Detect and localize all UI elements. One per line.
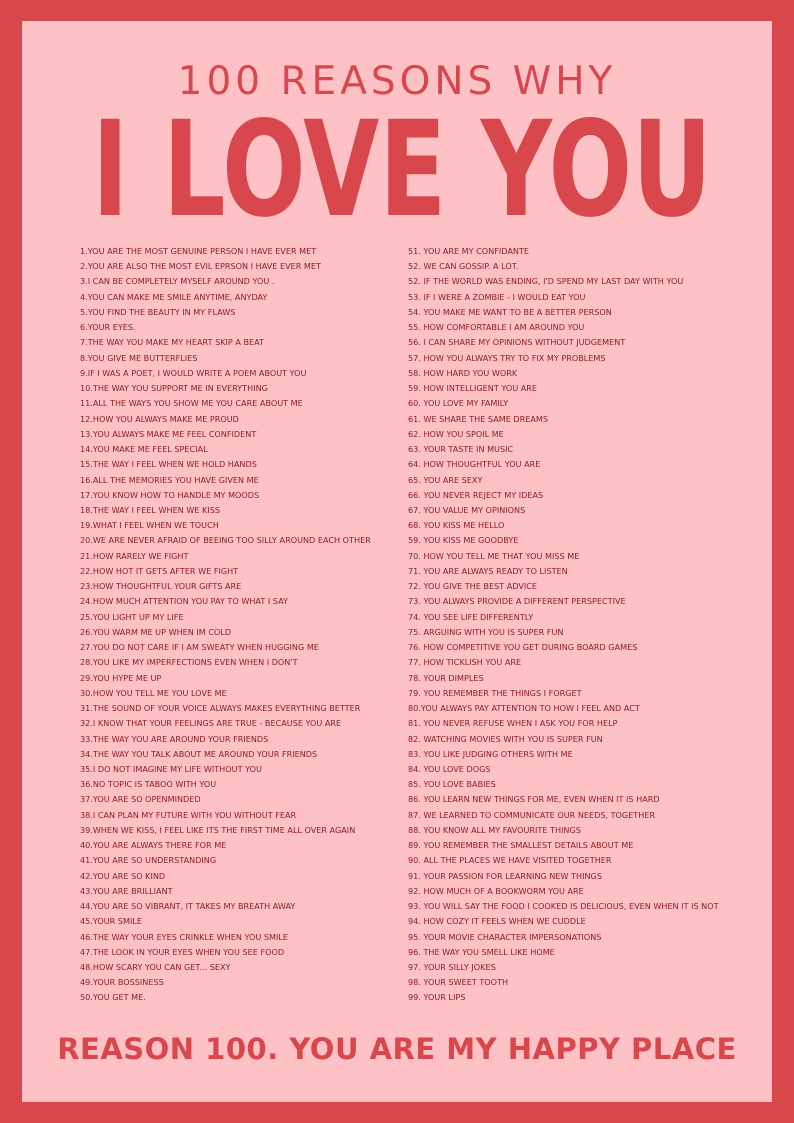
reason-item: 46.THE WAY YOUR EYES CRINKLE WHEN YOU SMILE	[80, 931, 288, 942]
reason-item: 58. HOW HARD YOU WORK	[408, 367, 518, 378]
reason-item: 12.HOW YOU ALWAYS MAKE ME PROUD	[80, 413, 239, 424]
reason-item: 63. YOUR TASTE IN MUSIC	[408, 444, 514, 455]
reason-item: 4.YOU CAN MAKE ME SMILE ANYTIME, ANYDAY	[80, 291, 268, 302]
reason-item: 21.HOW RARELY WE FIGHT	[80, 550, 189, 561]
poster	[22, 21, 772, 1102]
reason-item: 19.WHAT I FEEL WHEN WE TOUCH	[80, 520, 219, 531]
reasons-list-right	[408, 244, 758, 1006]
reason-item: 11.ALL THE WAYS YOU SHOW ME YOU CARE ABOUT ME	[80, 398, 303, 409]
reason-item: 45.YOUR SMILE	[80, 916, 142, 927]
reason-item: 9.IF I WAS A POET, I WOULD WRITE A POEM ABOUT YOU	[80, 367, 307, 378]
reason-item: 86. YOU LEARN NEW THINGS FOR ME, EVEN WHEN IT IS HARD	[408, 794, 660, 805]
reason-item: 65. YOU ARE SEXY	[408, 474, 483, 485]
reason-item: 25.YOU LIGHT UP MY LIFE	[80, 611, 184, 622]
reason-item: 50.YOU GET ME.	[80, 992, 146, 1003]
reason-item: 81. YOU NEVER REFUSE WHEN I ASK YOU FOR HELP	[408, 718, 618, 729]
reason-item: 44.YOU ARE SO VIBRANT, IT TAKES MY BREATH AWAY	[80, 901, 296, 912]
reason-item: 88. YOU KNOW ALL MY FAVOURITE THINGS	[408, 824, 581, 835]
subtitle: 100 REASONS WHY	[177, 59, 617, 104]
reason-item: 24.HOW MUCH ATTENTION YOU PAY TO WHAT I SAY	[80, 596, 288, 607]
reason-item: 29.YOU HYPE ME UP	[80, 672, 162, 683]
reason-item: 17.YOU KNOW HOW TO HANDLE MY MOODS	[80, 489, 260, 500]
reason-item: 99. YOUR LIPS	[408, 992, 466, 1003]
reason-item: 5.YOU FIND THE BEAUTY IN MY FLAWS	[80, 306, 236, 317]
reason-item: 56. I CAN SHARE MY OPINIONS WITHOUT JUDGEMENT	[408, 337, 626, 348]
reason-item: 92. HOW MUCH OF A BOOKWORM YOU ARE	[408, 885, 584, 896]
reason-item: 26.YOU WARM ME UP WHEN IM COLD	[80, 626, 232, 637]
reason-item: 2.YOU ARE ALSO THE MOST EVIL EPRSON I HAVE EVER MET	[80, 261, 321, 272]
reason-item: 94. HOW COZY IT FEELS WHEN WE CUDDLE	[408, 916, 586, 927]
reason-item: 68. YOU KISS ME HELLO	[408, 520, 505, 531]
reason-item: 48.HOW SCARY YOU CAN GET... SEXY	[80, 962, 231, 973]
reason-item: 7.THE WAY YOU MAKE MY HEART SKIP A BEAT	[80, 337, 265, 348]
reason-item: 41.YOU ARE SO UNDERSTANDING	[80, 855, 217, 866]
reason-item: 95. YOUR MOVIE CHARACTER IMPERSONATIONS	[408, 931, 602, 942]
reason-item: 30.HOW YOU TELL ME YOU LOVE ME	[80, 687, 227, 698]
reason-item: 1.YOU ARE THE MOST GENUINE PERSON I HAVE EVER MET	[80, 246, 317, 256]
reason-item: 23.HOW THOUGHTFUL YOUR GIFTS ARE	[80, 581, 242, 592]
reason-item: 16.ALL THE MEMORIES YOU HAVE GIVEN ME	[80, 474, 259, 485]
reason-item: 78. YOUR DIMPLES	[408, 672, 484, 683]
reason-item: 38.I CAN PLAN MY FUTURE WITH YOU WITHOUT FEAR	[80, 809, 297, 820]
reason-item: 40.YOU ARE ALWAYS THERE FOR ME	[80, 840, 227, 851]
reason-item: 51. YOU ARE MY CONFIDANTE	[408, 246, 530, 256]
reason-item: 55. HOW COMFORTABLE I AM AROUND YOU	[408, 322, 585, 333]
reason-item: 22.HOW HOT IT GETS AFTER WE FIGHT	[80, 565, 239, 576]
reason-item: 15.THE WAY I FEEL WHEN WE HOLD HANDS	[80, 459, 257, 470]
reason-item: 73. YOU ALWAYS PROVIDE A DIFFERENT PERSPECTIVE	[408, 596, 626, 607]
reason-item: 27.YOU DO NOT CARE IF I AM SWEATY WHEN HUGGING ME	[80, 642, 319, 653]
reason-item: 35.I DO NOT IMAGINE MY LIFE WITHOUT YOU	[80, 763, 262, 774]
reason-item: 91. YOUR PASSION FOR LEARNING NEW THINGS	[408, 870, 602, 881]
reason-item: 20.WE ARE NEVER AFRAID OF BEEING TOO SILLY AROUND EACH OTHER	[80, 535, 371, 546]
reason-item: 74. YOU SEE LIFE DIFFERENTLY	[408, 611, 534, 622]
reason-item: 28.YOU LIKE MY IMPERFECTIONS EVEN WHEN I DON'T	[80, 657, 298, 668]
reason-item: 42.YOU ARE SO KIND	[80, 870, 166, 881]
reason-item: 31.THE SOUND OF YOUR VOICE ALWAYS MAKES EVERYTHING BETTER	[80, 703, 361, 714]
reason-item: 62. HOW YOU SPOIL ME	[408, 428, 504, 439]
reason-item: 39.WHEN WE KISS, I FEEL LIKE ITS THE FIRST TIME ALL OVER AGAIN	[80, 824, 356, 835]
reason-item: 49.YOUR BOSSINESS	[80, 977, 164, 988]
reason-item: 87. WE LEARNED TO COMMUNICATE OUR NEEDS, TOGETHER	[408, 809, 656, 820]
reason-item: 43.YOU ARE BRILLIANT	[80, 885, 173, 896]
reason-item: 10.THE WAY YOU SUPPORT ME IN EVERYTHING	[80, 383, 268, 394]
reason-item: 66. YOU NEVER REJECT MY IDEAS	[408, 489, 544, 500]
reason-item: 70. HOW YOU TELL ME THAT YOU MISS ME	[408, 550, 580, 561]
reason-item: 33.THE WAY YOU ARE AROUND YOUR FRIENDS	[80, 733, 269, 744]
reason-item: 67. YOU VALUE MY OPINIONS	[408, 504, 526, 515]
reason-item: 18.THE WAY I FEEL WHEN WE KISS	[80, 504, 220, 515]
reason-item: 52. IF THE WORLD WAS ENDING, I'D SPEND MY LAST DAY WITH YOU	[408, 276, 684, 287]
reason-item: 59. YOU KISS ME GOODBYE	[408, 535, 519, 546]
reason-item: 89. YOU REMEMBER THE SMALLEST DETAILS ABOUT ME	[408, 840, 634, 851]
reason-item: 57. HOW YOU ALWAYS TRY TO FIX MY PROBLEMS	[408, 352, 606, 363]
reason-item: 60. YOU LOVE MY FAMILY	[408, 398, 509, 409]
reason-item: 37.YOU ARE SO OPENMINDED	[80, 794, 201, 805]
reason-item: 52. WE CAN GOSSIP. A LOT.	[408, 261, 519, 272]
reason-item: 8.YOU GIVE ME BUTTERFLIES	[80, 352, 198, 363]
reason-item: 3.I CAN BE COMPLETELY MYSELF AROUND YOU .	[80, 276, 275, 287]
reason-item: 36.NO TOPIC IS TABOO WITH YOU	[80, 779, 217, 790]
reason-item: 98. YOUR SWEET TOOTH	[408, 977, 509, 988]
footer-reason-100: REASON 100. YOU ARE MY HAPPY PLACE	[57, 1032, 737, 1066]
reason-item: 79. YOU REMEMBER THE THINGS I FORGET	[408, 687, 582, 698]
reason-item: 84. YOU LOVE DOGS	[408, 763, 491, 774]
reason-item: 6.YOUR EYES.	[80, 322, 136, 333]
reason-item: 93. YOU WILL SAY THE FOOD I COOKED IS DELICIOUS, EVEN WHEN IT IS NOT	[408, 901, 719, 912]
reason-item: 53. IF I WERE A ZOMBIE - I WOULD EAT YOU	[408, 291, 586, 302]
reason-item: 96. THE WAY YOU SMELL LIKE HOME	[408, 946, 555, 957]
reason-item: 64. HOW THOUGHTFUL YOU ARE	[408, 459, 541, 470]
reason-item: 97. YOUR SILLY JOKES	[408, 962, 496, 973]
reason-item: 47.THE LOOK IN YOUR EYES WHEN YOU SEE FOOD	[80, 946, 285, 957]
main-title	[62, 105, 742, 231]
reason-item: 75. ARGUING WITH YOU IS SUPER FUN	[408, 626, 564, 637]
reason-item: 72. YOU GIVE THE BEST ADVICE	[408, 581, 538, 592]
reason-item: 14.YOU MAKE ME FEEL SPECIAL	[80, 444, 208, 455]
reason-item: 80.YOU ALWAYS PAY ATTENTION TO HOW I FEEL AND ACT	[408, 703, 640, 714]
reason-item: 59. HOW INTELLIGENT YOU ARE	[408, 383, 537, 394]
reason-item: 90. ALL THE PLACES WE HAVE VISITED TOGETHER	[408, 855, 612, 866]
reason-item: 82. WATCHING MOVIES WITH YOU IS SUPER FUN	[408, 733, 603, 744]
reason-item: 54. YOU MAKE ME WANT TO BE A BETTER PERSON	[408, 306, 612, 317]
reason-item: 71. YOU ARE ALWAYS READY TO LISTEN	[408, 565, 568, 576]
main-title-text: I LOVE YOU	[92, 105, 712, 231]
reason-item: 61. WE SHARE THE SAME DREAMS	[408, 413, 549, 424]
reason-item: 76. HOW COMPETITIVE YOU GET DURING BOARD GAMES	[408, 642, 638, 653]
reason-item: 32.I KNOW THAT YOUR FEELINGS ARE TRUE - BECAUSE YOU ARE	[80, 718, 342, 729]
reason-item: 34.THE WAY YOU TALK ABOUT ME AROUND YOUR FRIENDS	[80, 748, 318, 759]
reasons-list-left	[80, 244, 398, 1006]
reason-item: 77. HOW TICKLISH YOU ARE	[408, 657, 522, 668]
reason-item: 83. YOU LIKE JUDGING OTHERS WITH ME	[408, 748, 573, 759]
reason-item: 13.YOU ALWAYS MAKE ME FEEL CONFIDENT	[80, 428, 257, 439]
reason-item: 85. YOU LOVE BABIES	[408, 779, 496, 790]
